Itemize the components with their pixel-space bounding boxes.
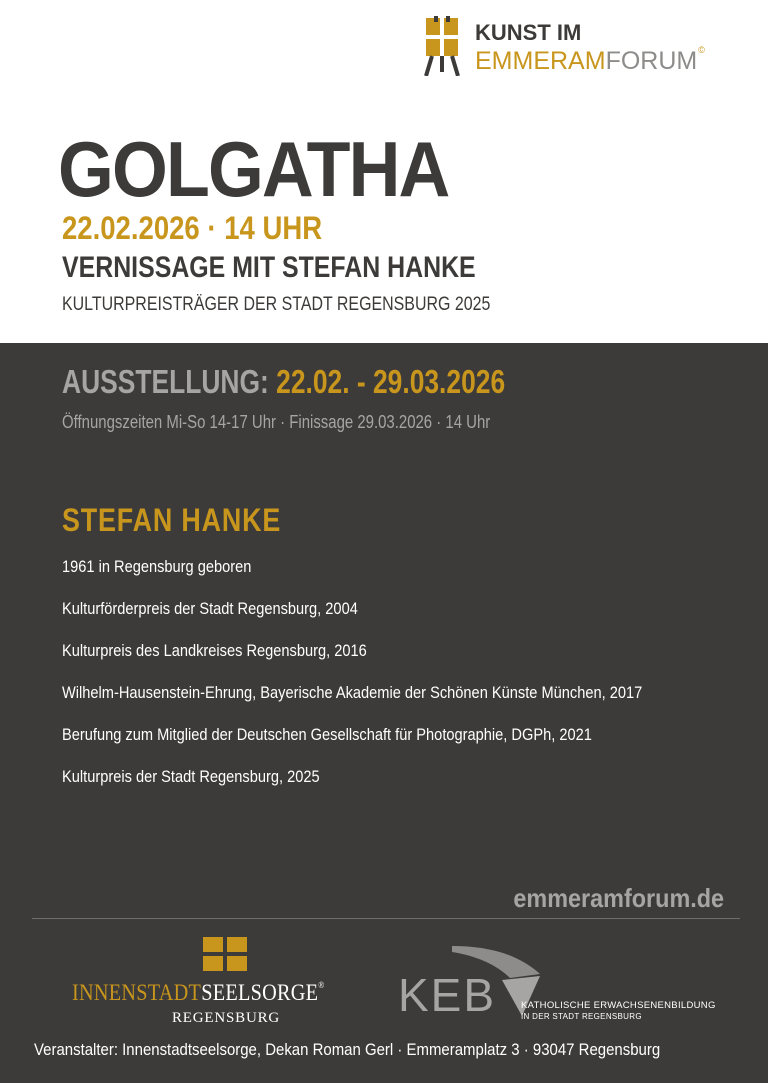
- bio-item: Kulturpreis der Stadt Regensburg, 2025: [62, 767, 320, 786]
- website-link[interactable]: emmeramforum.de: [513, 883, 724, 913]
- artist-bio-list: [62, 556, 737, 808]
- award-line: KULTURPREISTRÄGER DER STADT REGENSBURG 2025: [62, 294, 491, 315]
- logo-text-line2: EMMERAMFORUM©: [475, 45, 705, 75]
- keb-subtitle-line1: KATHOLISCHE ERWACHSENENBILDUNG: [521, 1000, 716, 1011]
- divider: [32, 918, 740, 919]
- bio-item: Kulturpreis des Landkreises Regensburg, 2016: [62, 641, 367, 660]
- keb-wordmark: KEB: [398, 969, 497, 1021]
- bio-item: Berufung zum Mitglied der Deutschen Gesellschaft für Photographie, DGPh, 2021: [62, 725, 592, 744]
- event-date: 22.02.2026 · 14 UHR: [62, 210, 323, 246]
- bio-item: Kulturförderpreis der Stadt Regensburg, 2004: [62, 599, 358, 618]
- kunst-im-emmeramforum-logo: [420, 16, 750, 76]
- artist-name: STEFAN HANKE: [62, 502, 282, 538]
- exhibition-dates: AUSSTELLUNG: 22.02. - 29.03.2026: [62, 363, 506, 400]
- event-title: GOLGATHA: [58, 125, 449, 213]
- bio-item: 1961 in Regensburg geboren: [62, 557, 252, 576]
- innenstadtseelsorge-name: INNENSTADTSEELSORGE®: [72, 980, 325, 1005]
- bio-item: Wilhelm-Hausenstein-Ehrung, Bayerische Akademie der Schönen Künste München, 2017: [62, 683, 643, 702]
- innenstadtseelsorge-logo-icon: [203, 937, 247, 971]
- event-subtitle: VERNISSAGE MIT STEFAN HANKE: [62, 251, 476, 284]
- easel-logo-icon: [420, 16, 464, 76]
- opening-hours: Öffnungszeiten Mi-So 14-17 Uhr · Finissage 29.03.2026 · 14 Uhr: [62, 412, 491, 432]
- innenstadtseelsorge-city: REGENSBURG: [172, 1010, 281, 1026]
- keb-subtitle-line2: IN DER STADT REGENSBURG: [521, 1012, 642, 1021]
- logo-text-line1: KUNST IM: [475, 20, 582, 45]
- organizer-footer: Veranstalter: Innenstadtseelsorge, Dekan Roman Gerl · Emmeramplatz 3 · 93047 Regensburg: [34, 1040, 661, 1059]
